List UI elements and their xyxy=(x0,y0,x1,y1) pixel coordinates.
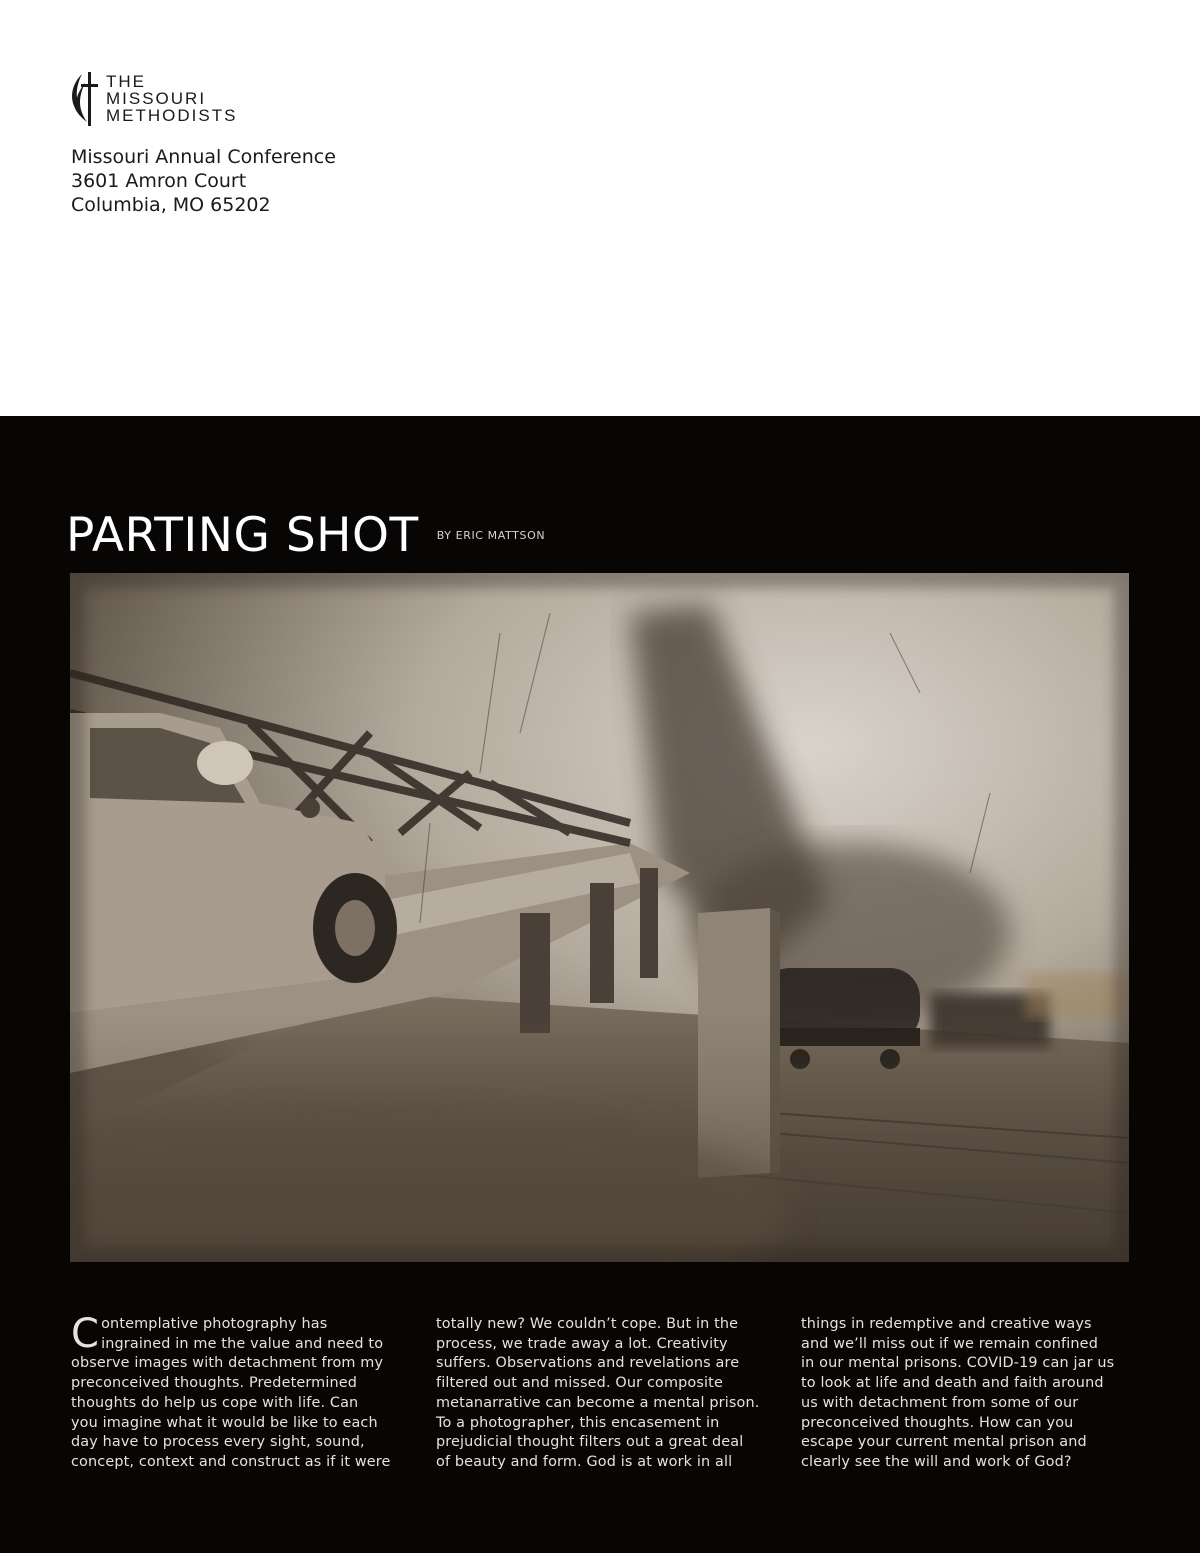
body-line: To a photographer, this encasement in xyxy=(436,1414,720,1431)
feature-body xyxy=(71,1311,1131,1473)
body-line: totally new? We couldn’t cope. But in the xyxy=(436,1316,739,1332)
body-column-3 xyxy=(801,1315,1131,1473)
body-line: to look at life and death and faith around xyxy=(801,1375,1104,1392)
address-line-2: 3601 Amron Court xyxy=(71,170,247,192)
address-line-1: Missouri Annual Conference xyxy=(71,146,336,168)
missouri-methodists-logo xyxy=(68,70,237,128)
body-line: clearly see the will and work of God? xyxy=(801,1453,1072,1470)
body-line: preconceived thoughts. How can you xyxy=(801,1414,1074,1431)
logo-line-3: METHODISTS xyxy=(106,106,238,125)
body-line: observe images with detachment from my xyxy=(71,1355,384,1372)
return-address xyxy=(71,145,336,217)
body-line: prejudicial thought filters out a great deal xyxy=(436,1434,744,1451)
body-line: filtered out and missed. Our composite xyxy=(436,1375,723,1392)
body-line: in our mental prisons. COVID-19 can jar us xyxy=(801,1355,1115,1372)
body-line: ingrained in me the value and need to xyxy=(101,1335,384,1352)
body-line: you imagine what it would be like to each xyxy=(71,1414,378,1431)
body-line: process, we trade away a lot. Creativity xyxy=(436,1335,728,1352)
body-column-2 xyxy=(436,1315,766,1473)
body-line: preconceived thoughts. Predetermined xyxy=(71,1375,358,1392)
bridge-truck-train-photo xyxy=(70,573,1129,1262)
logo-line-2: MISSOURI xyxy=(106,89,207,108)
body-line: suffers. Observations and revelations are xyxy=(436,1355,740,1372)
body-line: things in redemptive and creative ways xyxy=(801,1316,1092,1332)
body-line: ontemplative photography has xyxy=(101,1316,328,1332)
feature-photo xyxy=(70,573,1129,1262)
address-line-3: Columbia, MO 65202 xyxy=(71,194,271,216)
body-line: of beauty and form. God is at work in all xyxy=(436,1453,733,1470)
logo-line-1: THE xyxy=(106,72,146,91)
body-line: metanarrative can become a mental prison. xyxy=(436,1394,760,1411)
body-line: escape your current mental prison and xyxy=(801,1434,1087,1451)
body-line: thoughts do help us cope with life. Can xyxy=(71,1394,359,1411)
body-column-1 xyxy=(71,1311,401,1473)
body-line: day have to process every sight, sound, xyxy=(71,1434,365,1451)
mailing-panel xyxy=(0,0,1200,416)
body-line: concept, context and construct as if it were xyxy=(71,1453,391,1470)
cross-and-flame-icon xyxy=(68,70,102,128)
feature-byline: BY ERIC MATTSON xyxy=(436,529,546,542)
headline-row xyxy=(66,508,545,563)
parting-shot-section xyxy=(0,416,1200,1553)
body-line: and we’ll miss out if we remain confined xyxy=(801,1335,1098,1352)
drop-cap: C xyxy=(71,1311,100,1357)
body-line: us with detachment from some of our xyxy=(801,1394,1079,1411)
feature-title: PARTING SHOT xyxy=(66,508,419,563)
logo-wordmark xyxy=(106,70,237,124)
